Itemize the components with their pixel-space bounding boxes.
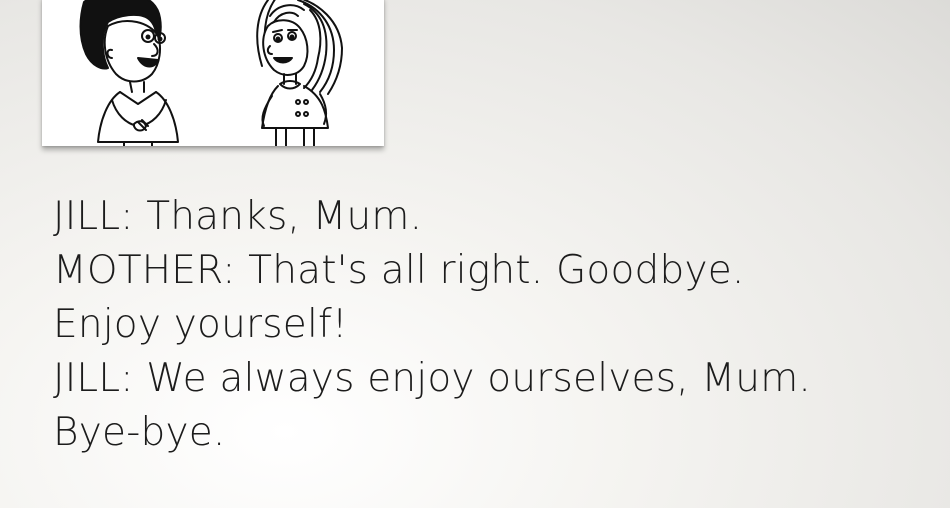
dialogue-line-3: Enjoy yourself! xyxy=(53,302,348,347)
cartoon-illustration xyxy=(42,0,384,146)
dialogue-line-5: Bye-bye. xyxy=(53,410,226,455)
mother-figure xyxy=(81,0,179,146)
dialogue-line-1: JILL: Thanks, Mum. xyxy=(53,194,423,239)
jill-figure xyxy=(257,0,342,146)
dialogue-text xyxy=(53,190,811,460)
dialogue-line-2: MOTHER: That's all right. Goodbye. xyxy=(53,248,745,293)
dialogue-line-4: JILL: We always enjoy ourselves, Mum. xyxy=(53,356,811,401)
illustration-card xyxy=(42,0,384,146)
